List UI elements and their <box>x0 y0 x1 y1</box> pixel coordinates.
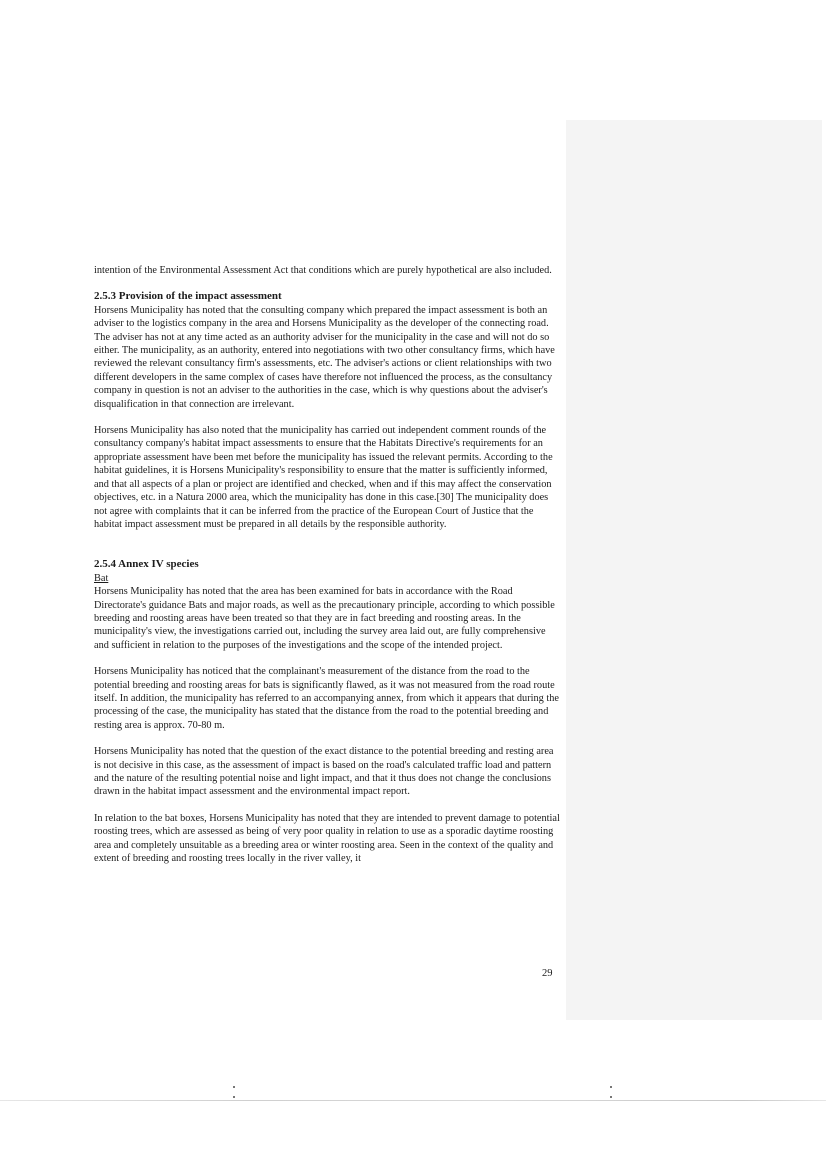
scan-artifact-mark <box>233 1096 235 1098</box>
paragraph-continuation: intention of the Environmental Assessment Act that conditions which are purely hypothetical are also included. <box>94 265 552 276</box>
scan-artifact-line <box>0 1100 826 1101</box>
paragraph: Horsens Municipality has noted that the area has been examined for bats in accordance with the Road Directorate's guidance Bats and major roads, as well as the precautionary principle, according to which possible breeding and roosting areas have been treated so that they are in fact breeding and roosting areas. In the municipality's view, the investigations carried out, including the survey area laid out, are fully comprehensive and sufficient in relation to the purposes of the investigations and the scope of the intended project. <box>94 586 555 651</box>
page-number: 29 <box>542 968 553 979</box>
scan-artifact-mark <box>610 1096 612 1098</box>
scan-margin-shade <box>566 120 822 1020</box>
paragraph: Horsens Municipality has noted that the consulting company which prepared the impact assessment is both an adviser to the logistics company in the area and Horsens Municipality as the developer of the connecting road. The adviser has not at any time acted as an authority adviser for the municipality in the case and will not do so either. The municipality, as an authority, entered into negotiations with two other consultancy firms, which have reviewed the relevant consultancy firm's assessments, etc. The adviser's actions or client relationships with two different developers in the same complex of cases have therefore not influenced the process, as the consultancy company in question is not an adviser to the authorities in the case, which is why questions about the adviser's disqualification in that connection are irrelevant. <box>94 304 555 410</box>
section-heading-2-5-3: 2.5.3 Provision of the impact assessment <box>94 290 282 303</box>
subheading-bat: Bat <box>94 572 109 584</box>
paragraph: Horsens Municipality has noticed that the complainant's measurement of the distance from the road to the potential breeding and roosting areas for bats is significantly flawed, as it was not measured from the road route itself. In addition, the municipality has referred to an accompanying annex, from which it appears that during the processing of the case, the municipality has stated that the distance from the road to the potential breeding and resting area is approx. 70-80 m. <box>94 666 559 731</box>
section-heading-2-5-4: 2.5.4 Annex IV species <box>94 558 199 571</box>
scan-artifact-mark <box>610 1086 612 1088</box>
paragraph: Horsens Municipality has noted that the question of the exact distance to the potential breeding and resting area is not decisive in this case, as the assessment of impact is based on the road's calculated traffic load and pattern and the nature of the resulting potential noise and light impact, and that it thus does not change the conclusions drawn in the habitat impact assessment and the environmental impact report. <box>94 746 554 798</box>
paragraph: In relation to the bat boxes, Horsens Municipality has noted that they are intended to prevent damage to potential roosting trees, which are assessed as being of very poor quality in relation to use as a sporadic daytime roosting area and completely unsuitable as a breeding area or winter roosting area. Seen in the context of the quality and extent of breeding and roosting trees locally in the river valley, it <box>94 812 560 865</box>
scan-artifact-mark <box>233 1086 235 1088</box>
paragraph: Horsens Municipality has also noted that the municipality has carried out independent comment rounds of the consultancy company's habitat impact assessments to ensure that the Habitats Directive's requirements for an appropriate assessment have been met before the municipality has issued the relevant permits. According to the habitat guidelines, it is Horsens Municipality's responsibility to ensure that the matter is sufficiently informed, and that all aspects of a plan or project are identified and checked, when and if this may affect the conservation objectives, etc. in a Natura 2000 area, which the municipality has done in this case.[30] The municipality does not agree with complaints that it can be inferred from the practice of the European Court of Justice that the habitat impact assessment must be prepared in all details by the responsible authority. <box>94 425 553 530</box>
document-body <box>94 264 560 878</box>
